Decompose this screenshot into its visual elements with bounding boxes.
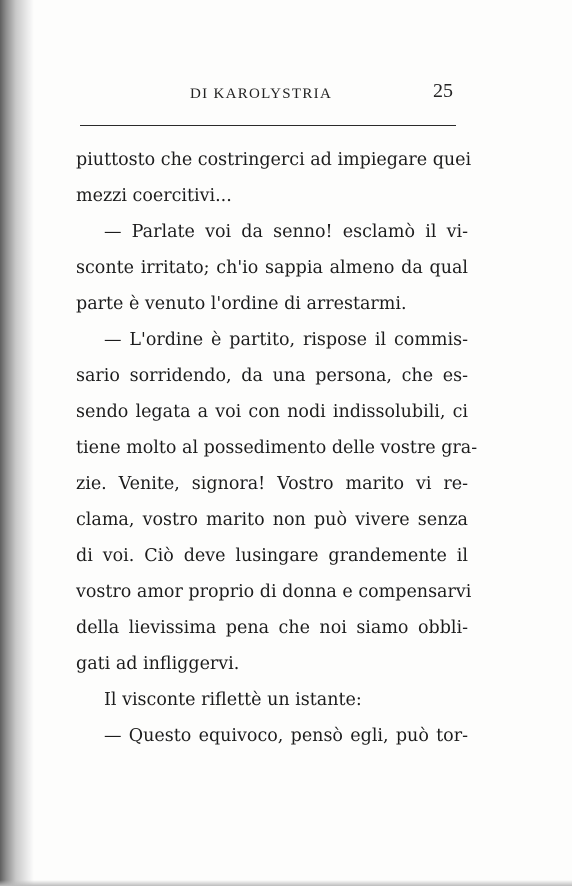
- text-line: — L'ordine è partito, rispose il commis-: [104, 330, 468, 350]
- page-gutter-shadow: [0, 0, 34, 886]
- text-line: sendo legata a voi con nodi indissolubili, ci: [76, 402, 468, 422]
- text-line: gati ad infliggervi.: [76, 654, 240, 674]
- text-line: parte è venuto l'ordine di arrestarmi.: [76, 294, 407, 314]
- text-line: Il visconte riflettè un istante:: [104, 690, 362, 710]
- text-line: di voi. Ciò deve lusingare grandemente il: [76, 546, 468, 566]
- text-line: piuttosto che costringerci ad impiegare quei: [76, 150, 472, 170]
- text-line: della lievissima pena che noi siamo obbli-: [76, 618, 468, 638]
- text-line: — Questo equivoco, pensò egli, può tor-: [104, 726, 468, 746]
- header-rule: [80, 125, 456, 126]
- page-bottom-edge: [0, 880, 572, 886]
- page-number: 25: [433, 80, 453, 102]
- running-title: DI KAROLYSTRIA: [190, 86, 333, 102]
- text-line: sconte irritato; ch'io sappia almeno da qual: [76, 258, 468, 278]
- page-header: [0, 80, 572, 110]
- text-line: — Parlate voi da senno! esclamò il vi-: [104, 222, 468, 242]
- text-line: zie. Venite, signora! Vostro marito vi re-: [76, 474, 468, 494]
- text-line: sario sorridendo, da una persona, che es-: [76, 366, 468, 386]
- text-line: clama, vostro marito non può vivere senza: [76, 510, 468, 530]
- text-line: vostro amor proprio di donna e compensarvi: [76, 582, 472, 602]
- text-line: tiene molto al possedimento delle vostre gra-: [76, 438, 478, 458]
- text-line: mezzi coercitivi...: [76, 186, 232, 206]
